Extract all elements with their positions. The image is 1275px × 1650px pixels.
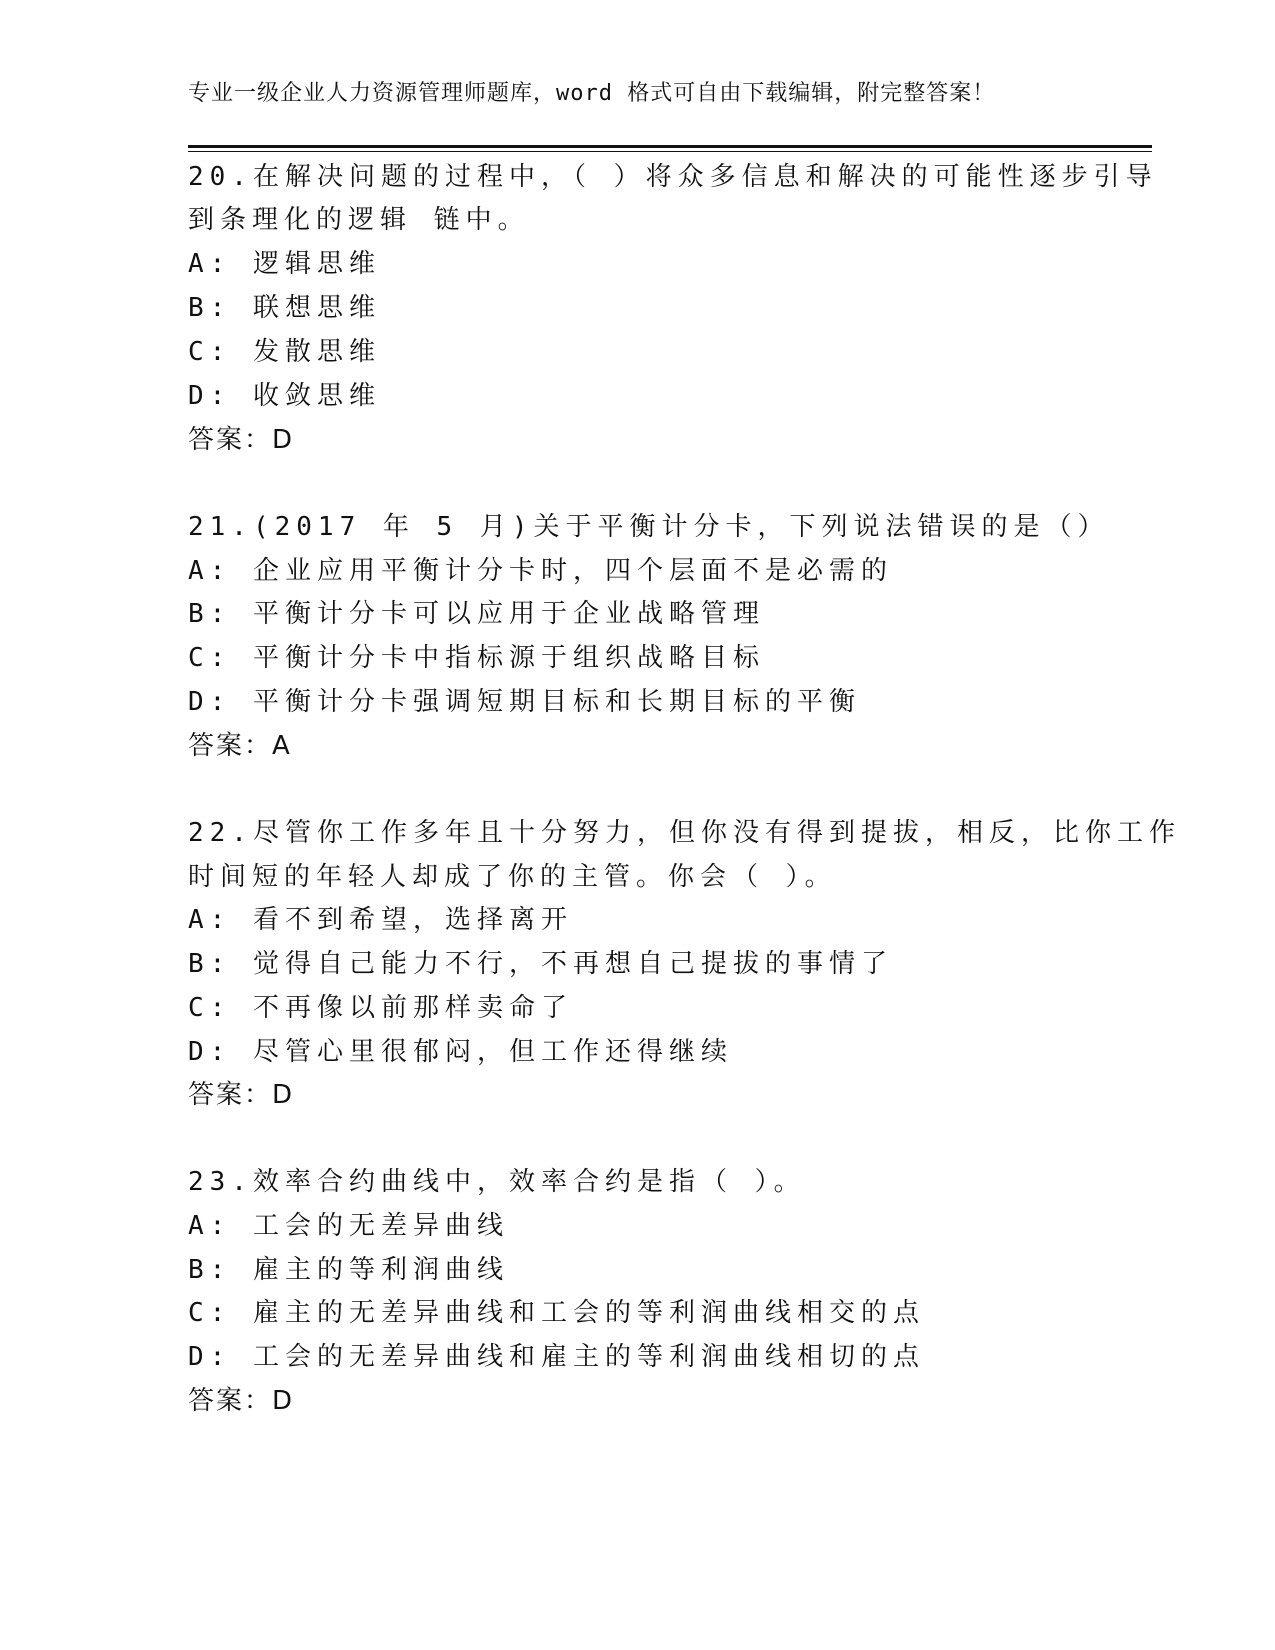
question-21-option-b: B: 平衡计分卡可以应用于企业战略管理 <box>188 599 765 629</box>
question-20-option-a: A: 逻辑思维 <box>188 249 381 279</box>
question-20-stem-line-2: 到条理化的逻辑 链中。 <box>188 205 530 235</box>
question-22-stem-line-2: 时间短的年轻人却成了你的主管。你会（ ）。 <box>188 862 837 892</box>
question-22-answer: 答案：D <box>188 1080 295 1110</box>
question-23-option-b: B: 雇主的等利润曲线 <box>188 1255 509 1285</box>
question-23-option-c: C: 雇主的无差异曲线和工会的等利润曲线相交的点 <box>188 1298 925 1328</box>
question-21-option-c: C: 平衡计分卡中指标源于组织战略目标 <box>188 643 765 673</box>
header-divider-thick <box>188 145 1152 148</box>
question-20-option-c: C: 发散思维 <box>188 337 381 367</box>
question-20-option-d: D: 收敛思维 <box>188 381 381 411</box>
question-21-stem-line-1: 21.(2017 年 5 月)关于平衡计分卡，下列说法错误的是（） <box>188 512 1110 542</box>
question-23-stem-line-1: 23.效率合约曲线中，效率合约是指（ ）。 <box>188 1167 806 1197</box>
header-divider-thin <box>188 151 1152 152</box>
question-22-option-d: D: 尽管心里很郁闷，但工作还得继续 <box>188 1037 733 1067</box>
question-20-stem-line-1: 20.在解决问题的过程中，（ ）将众多信息和解决的可能性逐步引导 <box>188 162 1158 192</box>
question-23-option-a: A: 工会的无差异曲线 <box>188 1211 509 1241</box>
question-22-option-a: A: 看不到希望，选择离开 <box>188 905 573 935</box>
question-22-option-b: B: 觉得自己能力不行，不再想自己提拔的事情了 <box>188 949 893 979</box>
question-22-stem-line-1: 22.尽管你工作多年且十分努力，但你没有得到提拔，相反，比你工作 <box>188 818 1181 848</box>
question-21-option-a: A: 企业应用平衡计分卡时，四个层面不是必需的 <box>188 556 893 586</box>
question-22-option-c: C: 不再像以前那样卖命了 <box>188 993 573 1023</box>
question-23-option-d: D: 工会的无差异曲线和雇主的等利润曲线相切的点 <box>188 1342 925 1372</box>
question-21-answer: 答案：A <box>188 731 292 761</box>
question-20-answer: 答案：D <box>188 425 295 455</box>
page-header: 专业一级企业人力资源管理师题库，word 格式可自由下载编辑，附完整答案！ <box>188 81 996 106</box>
question-20-option-b: B: 联想思维 <box>188 293 381 323</box>
question-23-answer: 答案：D <box>188 1386 295 1416</box>
question-21-option-d: D: 平衡计分卡强调短期目标和长期目标的平衡 <box>188 687 861 717</box>
